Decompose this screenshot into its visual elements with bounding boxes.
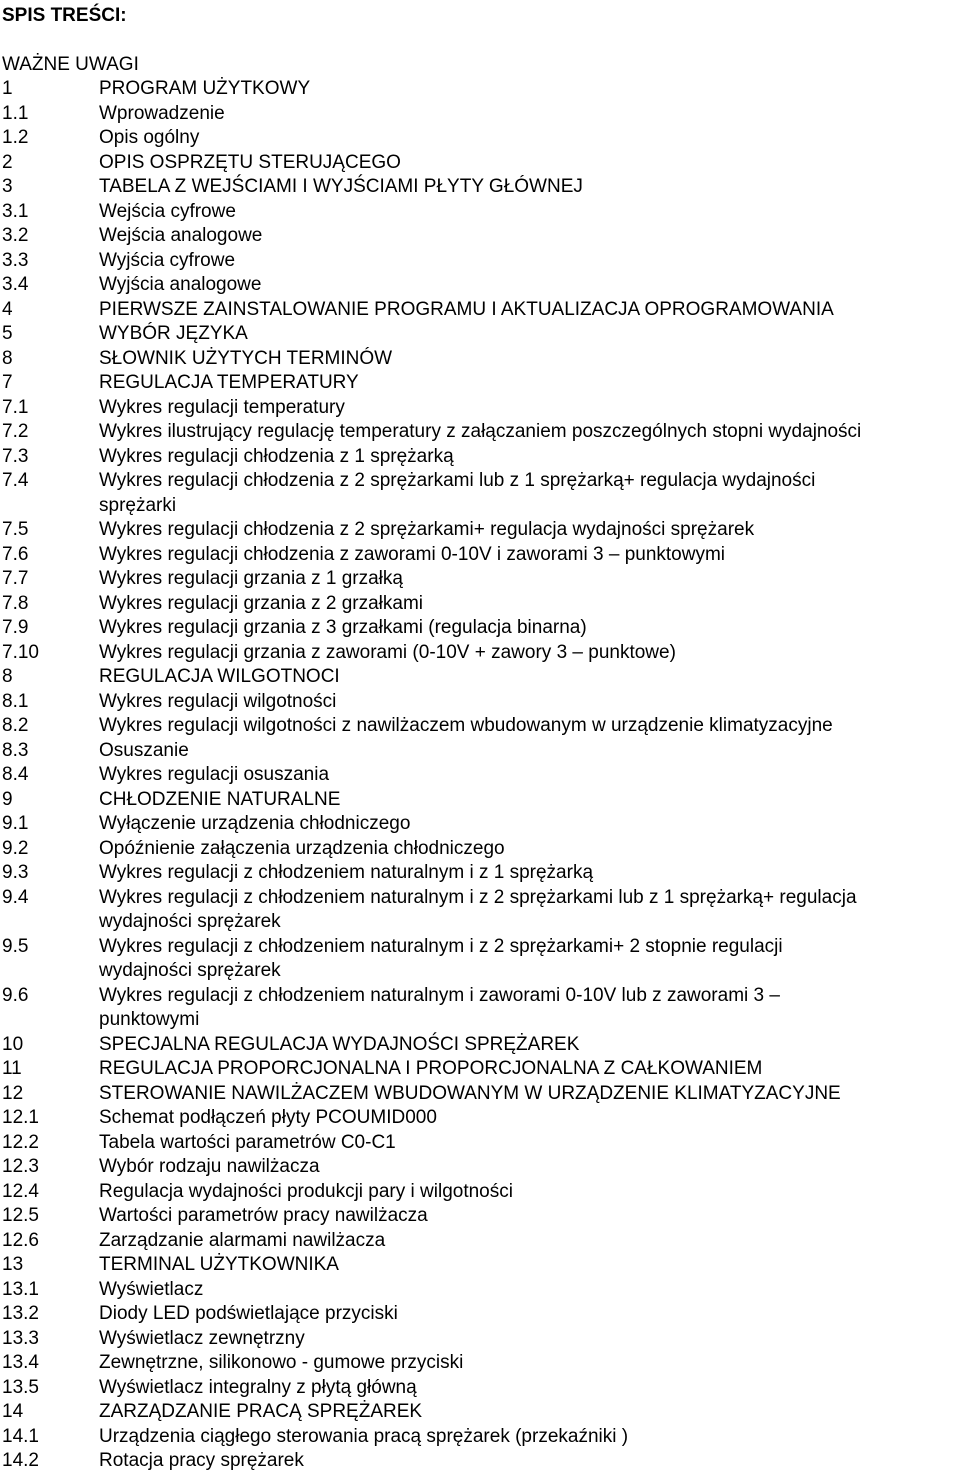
toc-entry-title: Wyświetlacz integralny z płytą główną (99, 1376, 417, 1398)
toc-entry-number: 12.5 (2, 1205, 39, 1226)
toc-entry (0, 1204, 960, 1229)
toc-entry-title: Zewnętrzne, silikonowo - gumowe przyciski (99, 1352, 464, 1373)
toc-entry-continuation (0, 959, 960, 984)
toc-entry-title: Wprowadzenie (99, 102, 225, 124)
toc-entry (0, 1253, 960, 1278)
toc-entry-title: REGULACJA PROPORCJONALNA I PROPORCJONALNA Z CAŁKOWANIEM (99, 1058, 763, 1079)
toc-entry-title: Wykres regulacji grzania z 3 grzałkami (regulacja binarna) (99, 617, 587, 638)
toc-entry (0, 788, 960, 813)
toc-entry-title: PROGRAM UŻYTKOWY (99, 78, 311, 99)
toc-entry-number: 1.1 (2, 102, 29, 124)
toc-entry-title: Wejścia cyfrowe (99, 200, 236, 222)
toc-entry-title: Wykres regulacji z chłodzeniem naturalnym i z 2 sprężarkami+ 2 stopnie regulacji (99, 935, 783, 957)
toc-entry-number: 13.4 (2, 1352, 39, 1373)
toc-entry (0, 1400, 960, 1425)
toc-entry-title: Wyświetlacz zewnętrzny (99, 1327, 305, 1349)
toc-entry-number: 7.9 (2, 617, 29, 638)
toc-entry-title: Wykres regulacji z chłodzeniem naturalnym i z 1 sprężarką (99, 862, 594, 883)
toc-entry-title: Regulacja wydajności produkcji pary i wilgotności (99, 1180, 513, 1202)
toc-entry-title: Zarządzanie alarmami nawilżacza (99, 1229, 386, 1251)
toc-entry-title: Wykres regulacji chłodzenia z 1 sprężarką (99, 445, 454, 467)
toc-entry-title: Wyjścia analogowe (99, 274, 262, 295)
toc-entry-number: 7.7 (2, 568, 29, 589)
toc-entry-number: 7.6 (2, 543, 29, 565)
toc-entry (0, 763, 960, 788)
toc-entry (0, 1155, 960, 1180)
toc-entry-title: Wykres regulacji z chłodzeniem naturalnym i z 2 sprężarkami lub z 1 sprężarką+ regulacja (99, 886, 857, 908)
toc-entry-number: 8.1 (2, 690, 29, 712)
toc-entry-number: 12.2 (2, 1131, 39, 1153)
toc-entry-title: Urządzenia ciągłego sterowania pracą sprężarek (przekaźniki ) (99, 1425, 629, 1447)
toc-entry-title: Schemat podłączeń płyty PCOUMID000 (99, 1107, 437, 1128)
toc-entry-title: Wykres regulacji grzania z zaworami (0-10V + zawory 3 – punktowe) (99, 641, 676, 663)
toc-entry-title: CHŁODZENIE NATURALNE (99, 788, 341, 810)
toc-entry-number: 13.5 (2, 1376, 39, 1398)
toc-entry (0, 1449, 960, 1474)
toc-entry-number: 7 (2, 372, 13, 393)
toc-entry-title: REGULACJA WILGOTNOCI (99, 666, 340, 687)
toc-entry (0, 102, 960, 127)
toc-entry-title: Wartości parametrów pracy nawilżacza (99, 1205, 428, 1226)
toc-entry (0, 616, 960, 641)
toc-entry-title: Diody LED podświetlające przyciski (99, 1303, 398, 1324)
toc-entry (0, 322, 960, 347)
toc-entry (0, 298, 960, 323)
toc-entry (0, 1229, 960, 1254)
toc-entry-continuation (0, 1008, 960, 1033)
toc-entry-number: 1 (2, 78, 13, 99)
toc-entry-number: 7.1 (2, 396, 29, 418)
toc-entry-number: 9.5 (2, 935, 29, 957)
toc-entry-number: 9.2 (2, 837, 29, 859)
toc-entry-title: Opóźnienie załączenia urządzenia chłodniczego (99, 837, 505, 859)
toc-entry (0, 812, 960, 837)
toc-entry (0, 1057, 960, 1082)
toc-entry-number: 14 (2, 1401, 24, 1422)
toc-entry-title: Wejścia analogowe (99, 225, 263, 246)
toc-entry-number: 11 (2, 1058, 22, 1079)
toc-entry-number: 9.3 (2, 862, 29, 883)
toc-entry (0, 665, 960, 690)
toc-entry (0, 249, 960, 274)
toc-entry-number: 9.6 (2, 984, 29, 1006)
toc-entry-number: 7.10 (2, 641, 39, 663)
toc-entry (0, 200, 960, 225)
toc-entry (0, 151, 960, 176)
toc-entry-number: 13.1 (2, 1278, 39, 1300)
toc-entry-title: SŁOWNIK UŻYTYCH TERMINÓW (99, 347, 393, 369)
toc-entry-continuation (0, 910, 960, 935)
important-notes-entry: WAŻNE UWAGI (2, 54, 139, 75)
toc-entry-title: Osuszanie (99, 739, 189, 761)
toc-entry-title: WYBÓR JĘZYKA (99, 323, 248, 344)
toc-entry-number: 13 (2, 1254, 24, 1275)
toc-entry-number: 14.1 (2, 1425, 39, 1447)
toc-entry-number: 9.1 (2, 813, 29, 834)
toc-entry-title: PIERWSZE ZAINSTALOWANIE PROGRAMU I AKTUALIZACJA OPROGRAMOWANIA (99, 298, 834, 320)
toc-entry (0, 641, 960, 666)
toc-entry-number: 3.2 (2, 225, 29, 246)
toc-entry-number: 8.2 (2, 715, 29, 736)
toc-entry (0, 1131, 960, 1156)
toc-entry (0, 445, 960, 470)
toc-entry-title: sprężarki (99, 494, 177, 516)
toc-entry (0, 543, 960, 568)
toc-entry-number: 13.3 (2, 1327, 39, 1349)
toc-entry-number: 8.3 (2, 739, 29, 761)
toc-entry (0, 861, 960, 886)
toc-entry-number: 7.3 (2, 445, 29, 467)
toc-entry-title: Wykres regulacji chłodzenia z 2 sprężarkami+ regulacja wydajności sprężarek (99, 519, 755, 540)
toc-entry-title: Tabela wartości parametrów C0-C1 (99, 1131, 396, 1153)
toc-entry (0, 837, 960, 862)
toc-entry-number: 8.4 (2, 764, 29, 785)
toc-entry (0, 886, 960, 911)
toc-entry-title: Wykres regulacji chłodzenia z zaworami 0-10V i zaworami 3 – punktowymi (99, 543, 726, 565)
toc-entry-number: 9.4 (2, 886, 29, 908)
toc-entry-title: Wykres ilustrujący regulację temperatury z załączaniem poszczególnych stopni wydajności (99, 421, 862, 442)
toc-entry (0, 1302, 960, 1327)
toc-entry-number: 14.2 (2, 1450, 39, 1471)
toc-entry-number: 13.2 (2, 1303, 39, 1324)
toc-entry (0, 1376, 960, 1401)
toc-entry-continuation (0, 494, 960, 519)
toc-entry-title: Wyjścia cyfrowe (99, 249, 236, 271)
toc-entry-title: Wykres regulacji wilgotności (99, 690, 337, 712)
toc-entry (0, 1327, 960, 1352)
toc-entry (0, 1180, 960, 1205)
toc-entry (0, 420, 960, 445)
toc-entry-number: 12 (2, 1082, 24, 1104)
toc-entry-number: 12.4 (2, 1180, 39, 1202)
toc-entry-title: TABELA Z WEJŚCIAMI I WYJŚCIAMI PŁYTY GŁÓWNEJ (99, 176, 583, 197)
toc-entry-title: REGULACJA TEMPERATURY (99, 372, 359, 393)
toc-entry-number: 10 (2, 1033, 24, 1055)
toc-entry-title: Wykres regulacji z chłodzeniem naturalnym i zaworami 0-10V lub z zaworami 3 – (99, 984, 780, 1006)
toc-entry (0, 175, 960, 200)
toc-entry (0, 518, 960, 543)
toc-entry-title: Opis ogólny (99, 127, 200, 148)
toc-entry (0, 935, 960, 960)
toc-entry-title: ZARZĄDZANIE PRACĄ SPRĘŻAREK (99, 1401, 423, 1422)
toc-entry (0, 1351, 960, 1376)
toc-entry-number: 5 (2, 323, 13, 344)
toc-entry-title: Wykres regulacji temperatury (99, 396, 345, 418)
page-title: SPIS TREŚCI: (2, 5, 127, 26)
toc-entry (0, 1425, 960, 1450)
toc-entry-title: Wybór rodzaju nawilżacza (99, 1156, 320, 1177)
toc-entry-title: Wykres regulacji osuszania (99, 764, 330, 785)
toc-entry-number: 12.3 (2, 1156, 39, 1177)
toc-entry-title: OPIS OSPRZĘTU STERUJĄCEGO (99, 151, 401, 173)
toc-entry-title: STEROWANIE NAWILŻACZEM WBUDOWANYM W URZĄDZENIE KLIMATYZACYJNE (99, 1082, 841, 1104)
toc-entry-number: 7.5 (2, 519, 29, 540)
toc-entry-number: 9 (2, 788, 13, 810)
toc-entry-number: 1.2 (2, 127, 29, 148)
toc-entry (0, 592, 960, 617)
toc-entry-title: Wykres regulacji grzania z 2 grzałkami (99, 592, 423, 614)
toc-entry (0, 1033, 960, 1058)
toc-entry-number: 12.1 (2, 1107, 39, 1128)
toc-entry-title: wydajności sprężarek (99, 911, 281, 932)
toc-entry (0, 273, 960, 298)
toc-entry-title: punktowymi (99, 1009, 200, 1030)
toc-entry-title: Wykres regulacji grzania z 1 grzałką (99, 568, 403, 589)
toc-entry (0, 984, 960, 1009)
toc-entry-title: Wykres regulacji wilgotności z nawilżaczem wbudowanym w urządzenie klimatyzacyjne (99, 715, 833, 736)
toc-entry (0, 469, 960, 494)
toc-entry-title: Wykres regulacji chłodzenia z 2 sprężarkami lub z 1 sprężarką+ regulacja wydajności (99, 470, 816, 491)
toc-entry-number: 8 (2, 666, 13, 687)
toc-entry-number: 7.8 (2, 592, 29, 614)
toc-entry-title: TERMINAL UŻYTKOWNIKA (99, 1254, 339, 1275)
toc-entry (0, 371, 960, 396)
toc-entry (0, 567, 960, 592)
toc-entry (0, 739, 960, 764)
toc-entry (0, 396, 960, 421)
toc-entry-title: Wyświetlacz (99, 1278, 204, 1300)
toc-entry (0, 1082, 960, 1107)
toc-entry (0, 690, 960, 715)
toc-entry (0, 1278, 960, 1303)
toc-entry-number: 4 (2, 298, 13, 320)
toc-entry-number: 8 (2, 347, 13, 369)
toc-entry (0, 77, 960, 102)
toc-entry-number: 2 (2, 151, 13, 173)
toc-entry-title: Wyłączenie urządzenia chłodniczego (99, 813, 411, 834)
toc-entry (0, 224, 960, 249)
toc-entry-number: 3.3 (2, 249, 29, 271)
toc-entry-title: wydajności sprężarek (99, 960, 281, 981)
toc-entry-number: 3.1 (2, 200, 29, 222)
toc-entry-title: SPECJALNA REGULACJA WYDAJNOŚCI SPRĘŻAREK (99, 1033, 580, 1055)
toc-entry (0, 714, 960, 739)
toc-entry-number: 7.4 (2, 470, 29, 491)
toc-entry-title: Rotacja pracy sprężarek (99, 1450, 304, 1471)
toc-entry (0, 347, 960, 372)
toc-entry-number: 3.4 (2, 274, 29, 295)
toc-entry-number: 3 (2, 176, 13, 197)
toc-entry (0, 1106, 960, 1131)
table-of-contents (0, 77, 960, 1474)
toc-entry (0, 126, 960, 151)
toc-entry-number: 12.6 (2, 1229, 39, 1251)
toc-entry-number: 7.2 (2, 421, 29, 442)
